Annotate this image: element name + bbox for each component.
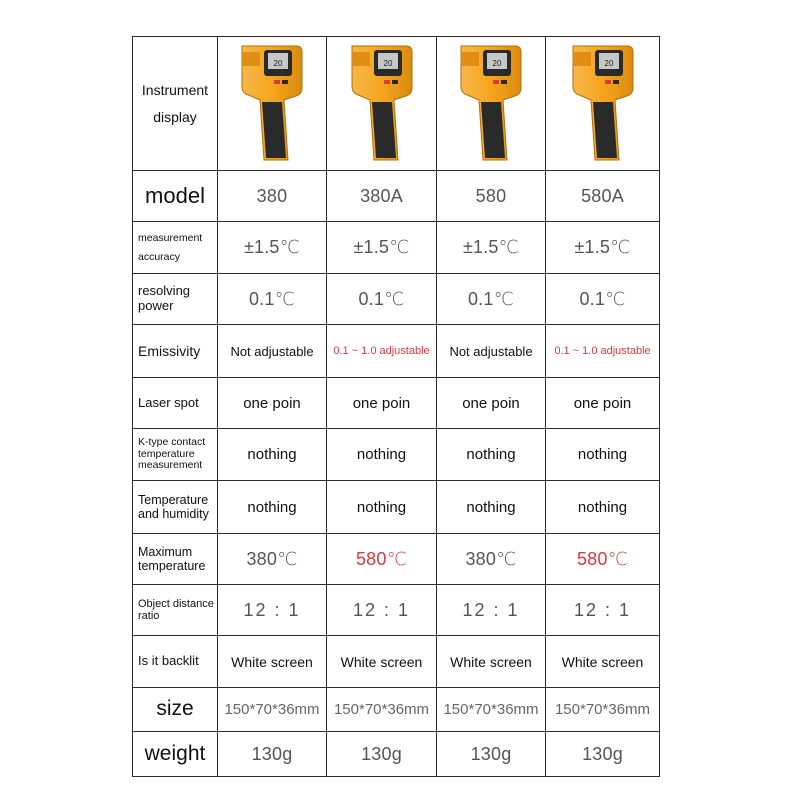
model-cell: 580 [437,171,546,222]
backlit-cell: White screen [327,636,437,688]
max-temp-cell: 580℃ [327,534,437,585]
product-image-380 [218,37,327,171]
ratio-cell: 12 : 1 [327,585,437,636]
model-cell: 380 [218,171,327,222]
accuracy-cell: ±1.5℃ [437,222,546,274]
row-distance-ratio [133,585,660,636]
row-label: K-type contact temperature measurement [133,429,218,481]
humidity-cell: nothing [327,481,437,534]
backlit-cell: White screen [546,636,660,688]
row-label: resolving power [133,274,218,325]
product-image-380a [327,37,437,171]
svg-text:20: 20 [604,58,613,68]
ktype-cell: nothing [327,429,437,481]
row-label: size [133,688,218,732]
row-accuracy [133,222,660,274]
humidity-cell: nothing [218,481,327,534]
laser-cell: one poin [437,378,546,429]
infrared-thermometer-icon [236,42,308,166]
weight-cell: 130g [327,732,437,777]
row-weight [133,732,660,777]
row-max-temperature [133,534,660,585]
size-cell: 150*70*36mm [327,688,437,732]
row-label: Object distance ratio [133,585,218,636]
weight-cell: 130g [437,732,546,777]
row-instrument-display [133,37,660,171]
laser-cell: one poin [327,378,437,429]
row-label: Temperature and humidity [133,481,218,534]
size-cell: 150*70*36mm [437,688,546,732]
spec-table [132,36,660,777]
row-temp-humidity [133,481,660,534]
row-model [133,171,660,222]
max-temp-cell: 380℃ [437,534,546,585]
product-image-580a [546,37,660,171]
backlit-cell: White screen [437,636,546,688]
ktype-cell: nothing [437,429,546,481]
row-label: Emissivity [133,325,218,378]
product-image-580 [437,37,546,171]
emissivity-cell: Not adjustable [218,325,327,378]
svg-text:20: 20 [383,58,392,68]
row-size [133,688,660,732]
ktype-cell: nothing [218,429,327,481]
row-label: Instrument display [133,37,218,171]
row-label: measurement accuracy [133,222,218,274]
size-cell: 150*70*36mm [218,688,327,732]
svg-text:20: 20 [492,58,502,68]
row-label: Laser spot [133,378,218,429]
accuracy-cell: ±1.5℃ [327,222,437,274]
ratio-cell: 12 : 1 [546,585,660,636]
svg-text:20: 20 [273,58,283,68]
row-ktype [133,429,660,481]
row-label: Maximum temperature [133,534,218,585]
weight-cell: 130g [546,732,660,777]
size-cell: 150*70*36mm [546,688,660,732]
accuracy-cell: ±1.5℃ [546,222,660,274]
infrared-thermometer-icon [346,42,418,166]
model-cell: 580A [546,171,660,222]
emissivity-cell: 0.1 ~ 1.0 adjustable [546,325,660,378]
row-resolving-power [133,274,660,325]
row-emissivity [133,325,660,378]
laser-cell: one poin [546,378,660,429]
backlit-cell: White screen [218,636,327,688]
ktype-cell: nothing [546,429,660,481]
resolving-cell: 0.1℃ [327,274,437,325]
laser-cell: one poin [218,378,327,429]
max-temp-cell: 380℃ [218,534,327,585]
model-cell: 380A [327,171,437,222]
ratio-cell: 12 : 1 [437,585,546,636]
infrared-thermometer-icon [455,42,527,166]
emissivity-cell: Not adjustable [437,325,546,378]
humidity-cell: nothing [437,481,546,534]
infrared-thermometer-icon [567,42,639,166]
weight-cell: 130g [218,732,327,777]
emissivity-cell: 0.1 ~ 1.0 adjustable [327,325,437,378]
humidity-cell: nothing [546,481,660,534]
row-label: Is it backlit [133,636,218,688]
row-label: weight [133,732,218,777]
row-backlit [133,636,660,688]
resolving-cell: 0.1℃ [218,274,327,325]
row-laser-spot [133,378,660,429]
accuracy-cell: ±1.5℃ [218,222,327,274]
resolving-cell: 0.1℃ [437,274,546,325]
max-temp-cell: 580℃ [546,534,660,585]
row-label: model [133,171,218,222]
ratio-cell: 12 : 1 [218,585,327,636]
resolving-cell: 0.1℃ [546,274,660,325]
